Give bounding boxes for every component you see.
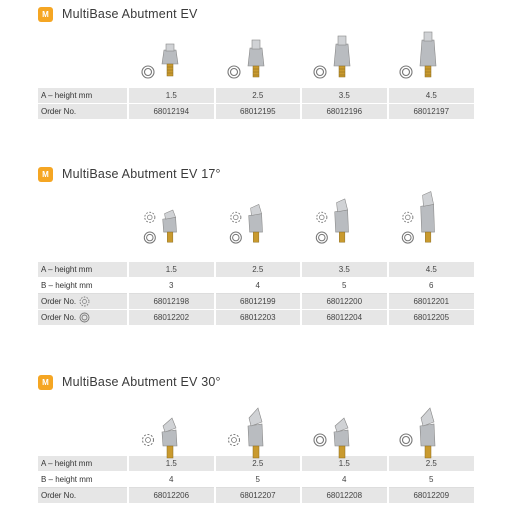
category-badge: M	[38, 375, 53, 390]
abutment-straight-1-5-image	[128, 26, 214, 96]
row-label: A – height mm	[38, 456, 128, 472]
cell-value: 4	[128, 472, 215, 488]
section-title: MultiBase Abutment EV 17°	[62, 167, 221, 181]
spec-table-ev-17	[38, 262, 474, 326]
indexed-ring-icon	[79, 296, 90, 307]
cell-value: 1.5	[301, 456, 388, 472]
cell-value: 1.5	[128, 88, 215, 104]
category-badge: M	[38, 167, 53, 182]
abutment-17-1-5-image	[128, 186, 214, 256]
product-images	[38, 26, 474, 88]
section-title-row	[38, 372, 474, 392]
table-row	[38, 104, 474, 120]
row-label: Order No.	[38, 104, 128, 120]
table-row	[38, 278, 474, 294]
cell-value: 68012196	[301, 104, 388, 120]
abutment-30-2-5-b-image	[386, 394, 472, 464]
cell-value: 4.5	[388, 262, 475, 278]
cell-value: 5	[301, 278, 388, 294]
section-title: MultiBase Abutment EV	[62, 7, 198, 21]
cell-value: 68012202	[128, 310, 215, 326]
cell-value: 68012208	[301, 488, 388, 504]
cell-value: 6	[388, 278, 475, 294]
cell-value: 68012201	[388, 294, 475, 310]
cell-value: 4	[301, 472, 388, 488]
section-multibase-ev	[38, 4, 474, 120]
cell-value: 2.5	[388, 456, 475, 472]
abutment-30-1-5-image	[128, 394, 214, 464]
cell-value: 3.5	[301, 262, 388, 278]
abutment-17-3-5-image	[300, 186, 386, 256]
row-label-cell	[38, 294, 128, 310]
section-multibase-ev-17	[38, 164, 474, 326]
cell-value: 68012205	[388, 310, 475, 326]
category-badge: M	[38, 7, 53, 22]
row-label: A – height mm	[38, 262, 128, 278]
product-images	[38, 394, 474, 456]
cell-value: 2.5	[215, 456, 302, 472]
product-images	[38, 186, 474, 262]
row-label: B – height mm	[38, 472, 128, 488]
cell-value: 5	[388, 472, 475, 488]
abutment-17-2-5-image	[214, 186, 300, 256]
cell-value: 3.5	[301, 88, 388, 104]
cell-value: 4	[215, 278, 302, 294]
abutment-30-2-5-image	[214, 394, 300, 464]
cell-value: 5	[215, 472, 302, 488]
table-row	[38, 294, 474, 310]
cell-value: 68012197	[388, 104, 475, 120]
cell-value: 3	[128, 278, 215, 294]
cell-value: 68012194	[128, 104, 215, 120]
abutment-30-1-5-b-image	[300, 394, 386, 464]
table-row	[38, 488, 474, 504]
indexed-ring-icon	[145, 212, 155, 222]
cell-value: 68012209	[388, 488, 475, 504]
cell-value: 68012207	[215, 488, 302, 504]
cell-value: 68012206	[128, 488, 215, 504]
table-row	[38, 310, 474, 326]
abutment-17-4-5-image	[386, 186, 472, 256]
row-label-cell	[38, 310, 128, 326]
cell-value: 1.5	[128, 262, 215, 278]
row-label: Order No.	[38, 488, 128, 504]
abutment-straight-4-5-image	[386, 26, 472, 96]
section-title-row	[38, 4, 474, 24]
table-row	[38, 262, 474, 278]
section-title-row	[38, 164, 474, 184]
cell-value: 68012198	[128, 294, 215, 310]
cell-value: 68012195	[215, 104, 302, 120]
cell-value: 68012200	[301, 294, 388, 310]
cell-value: 2.5	[215, 262, 302, 278]
abutment-straight-2-5-image	[214, 26, 300, 96]
cell-value: 2.5	[215, 88, 302, 104]
section-title: MultiBase Abutment EV 30°	[62, 375, 221, 389]
cell-value: 68012203	[215, 310, 302, 326]
table-row	[38, 472, 474, 488]
cell-value: 4.5	[388, 88, 475, 104]
row-label: B – height mm	[38, 278, 128, 294]
row-label: Order No.	[41, 297, 77, 306]
cell-value: 68012204	[301, 310, 388, 326]
abutment-straight-3-5-image	[300, 26, 386, 96]
row-label: Order No.	[41, 313, 77, 322]
section-multibase-ev-30	[38, 372, 474, 504]
cell-value: 68012199	[215, 294, 302, 310]
double-ring-icon	[79, 312, 90, 323]
row-label: A – height mm	[38, 88, 128, 104]
cell-value: 1.5	[128, 456, 215, 472]
